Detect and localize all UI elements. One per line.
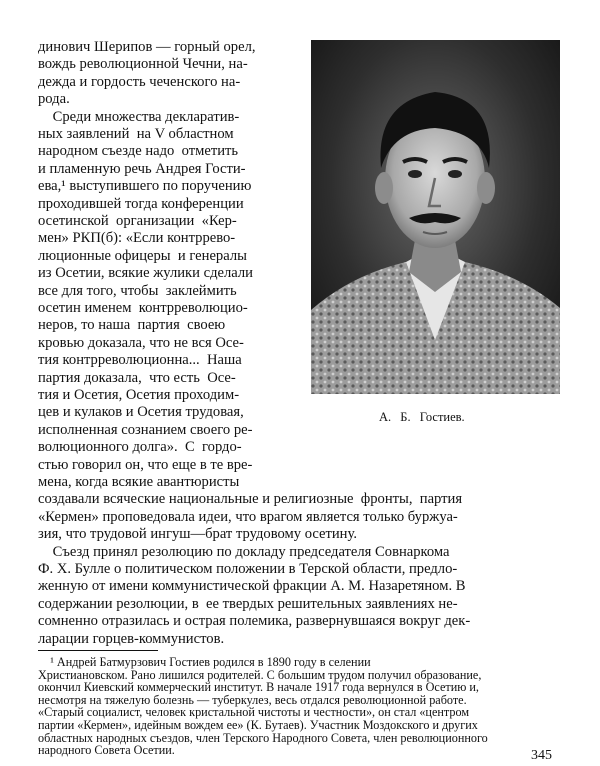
text-line: неров, то наша партия своею [38,317,226,334]
text-line: тия контрреволюционна... Наша [38,352,242,369]
text-line: партия доказала, что есть Осе- [38,369,236,386]
text-line: Съезд принял резолюцию по докладу председателя Совнаркома [38,543,450,560]
text-line: женную от имени коммунистической фракции А. М. Назаретяном. В [38,578,466,595]
text-line: стью говорил он, что еще в те вре- [38,456,253,473]
text-line: зия, что трудовой ингуш—брат трудовому осетину. [38,526,357,543]
text-line: все для того, чтобы заклеймить [38,282,237,299]
footnote-line: окончил Киевский коммерческий институт. В начале 1917 года вернулся в Осетию и, [38,680,479,695]
text-line: тия и Осетия, Осетия проходим- [38,387,240,403]
text-line: Ф. Х. Булле о политическом положении в Терской области, предло- [38,561,458,577]
footnote-line: партии «Кермен», идейным вождем ее» (К. Бутаев). Участник Моздокского и других [38,718,478,732]
text-line: цев и кулаков и Осетия трудовая, [38,404,244,421]
footnote-line: Христиановском. Рано лишился родителей. С большим трудом получил образование, [38,667,482,682]
text-line: сомненно отразилась и острая полемика, развернувшаяся вокруг дек- [38,613,471,630]
text-line: Среди множества декларатив- [38,108,240,125]
portrait-photo [311,40,560,394]
text-line: «Кермен» проповедовала идеи, что врагом является только буржуа- [38,508,458,525]
footnote-line: народного Совета Осетии. [38,743,175,758]
text-line: волюционного долга». С гордо- [38,439,242,456]
footnote-rule [38,650,158,651]
text-line: ева,¹ выступившего по поручению [38,178,252,195]
footnote-line: несмотря на тяжелую болезнь — туберкулез, весь отдался революционной работе. [38,692,467,707]
photo-ear-left [375,172,393,204]
text-line: содержании резолюции, в ее твердых решительных заявлениях не- [38,595,458,612]
footnote-line: областных народных съездов, член Терского Народного Совета, член революционного [38,730,488,745]
text-line: вождь революционной Чечни, на- [38,56,248,73]
text-line: дежда и гордость чеченского на- [38,73,241,90]
text-line: исполненная сознанием своего ре- [38,421,253,438]
text-line: и пламенную речь Андрея Гости- [38,160,246,177]
text-line: народном съезде надо отметить [38,143,239,160]
photo-caption: А. Б. Гостиев. [379,410,465,424]
footnote-line: «Старый социалист, человек кристальной чистоты и честности», он стал «центром [38,705,470,720]
text-line: осетинской организации «Кер- [38,213,237,229]
photo-ear-right [477,172,495,204]
photo-eye-left [408,170,422,178]
text-line: рода. [38,91,70,108]
text-line: мена, когда всякие авантюристы [38,474,240,490]
text-line: создавали всяческие национальные и религиозные фронты, партия [38,491,463,508]
text-line: люционные офицеры и генералы [38,247,247,264]
footnote-line: ¹ Андрей Батмурзович Гостиев родился в 1890 году в селении [38,655,371,669]
page-number: 345 [531,748,552,763]
photo-eye-right [448,170,462,178]
text-line: из Осетии, всякие жулики сделали [38,265,253,282]
text-line: мен» РКП(б): «Если контррево- [38,230,236,247]
text-line: ларации горцев-коммунистов. [38,630,225,647]
text-line: кровью доказала, что не вся Осе- [38,334,244,351]
text-line: проходившей тогда конференции [38,195,244,212]
text-line: ных заявлений на V областном [38,126,234,142]
text-line: динович Шерипов — горный орел, [38,39,256,55]
text-line: осетин именем контрреволюцио- [38,300,248,316]
